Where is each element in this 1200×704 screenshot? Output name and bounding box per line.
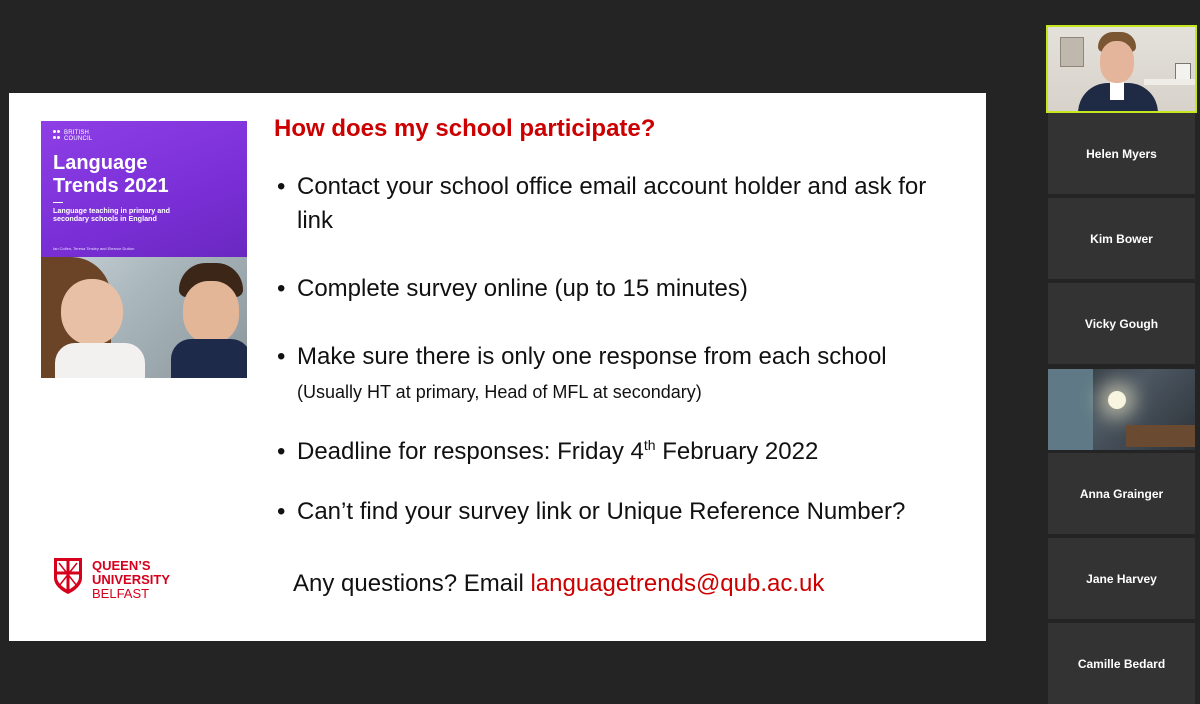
bullet-cant-find-link xyxy=(277,495,957,529)
cover-divider xyxy=(53,202,63,203)
participant-name: Anna Grainger xyxy=(1079,486,1164,501)
bullet-text: Deadline for responses: Friday 4 xyxy=(297,438,644,465)
shared-slide xyxy=(9,93,986,641)
participant-name: Vicky Gough xyxy=(1084,316,1159,331)
bullet-text: Can’t find your survey link or Unique Reference Number? xyxy=(297,498,906,525)
speaker-face xyxy=(1100,41,1134,83)
logo-line-3: BELFAST xyxy=(92,586,150,601)
questions-text: Any questions? Email xyxy=(293,570,531,597)
brand-line-1: BRITISH xyxy=(64,130,90,136)
qub-shield-icon xyxy=(52,556,84,596)
bullet-text-end: February 2022 xyxy=(655,438,819,465)
cover-title xyxy=(53,152,243,198)
logo-line-1: QUEEN’S xyxy=(92,558,151,573)
bullet-text: Complete survey online (up to 15 minutes) xyxy=(297,275,748,302)
bullet-contact-office xyxy=(277,170,957,238)
participant-name: Jane Harvey xyxy=(1086,571,1157,586)
british-council-logo xyxy=(53,130,92,142)
cover-authors: Ian Collen, Teresa Tinsley and Eleanor Dutton xyxy=(53,246,135,251)
boy-face xyxy=(183,281,239,343)
report-cover-image xyxy=(41,121,247,378)
cover-purple-panel xyxy=(41,121,247,257)
bullet-text: Make sure there is only one response from each school xyxy=(297,343,887,370)
questions-line xyxy=(293,570,824,598)
participant-name: Kim Bower xyxy=(1090,231,1153,246)
girl-shirt xyxy=(55,343,145,378)
bullet-complete-survey xyxy=(277,272,957,306)
participant-tile-vicky-gough[interactable] xyxy=(1048,283,1195,364)
cover-title-line-2: Trends 2021 xyxy=(53,175,169,197)
bullet-text: Contact your school office email account holder and ask for link xyxy=(297,173,927,234)
bullet-note: (Usually HT at primary, Head of MFL at secondary) xyxy=(297,382,702,402)
qub-wordmark xyxy=(92,559,170,601)
ceiling-light xyxy=(1108,391,1126,409)
queens-university-logo xyxy=(52,556,202,606)
british-council-dots-icon xyxy=(53,130,61,142)
cover-subtitle: Language teaching in primary and secondary schools in England xyxy=(53,206,171,224)
wall-picture xyxy=(1060,37,1084,67)
slide-title: How does my school participate? xyxy=(274,115,656,142)
bookshelf xyxy=(1126,425,1195,447)
cover-title-line-1: Language xyxy=(53,152,148,174)
participant-tile-anna-grainger[interactable] xyxy=(1048,453,1195,534)
speaker-video-tile[interactable] xyxy=(1046,25,1197,113)
girl-face xyxy=(61,279,123,345)
contact-email-link: languagetrends@qub.ac.uk xyxy=(530,570,825,597)
shelf xyxy=(1144,79,1195,85)
bullet-list xyxy=(277,170,957,529)
participant-tile-helen-myers[interactable] xyxy=(1048,113,1195,194)
bullet-one-response xyxy=(277,340,957,409)
participant-name: Helen Myers xyxy=(1086,146,1157,161)
brand-line-2: COUNCIL xyxy=(64,136,93,142)
speaker-collar xyxy=(1110,82,1124,100)
participant-tile-jane-harvey[interactable] xyxy=(1048,538,1195,619)
participant-tile-kim-bower[interactable] xyxy=(1048,198,1195,279)
participant-video-tile[interactable] xyxy=(1048,369,1195,450)
room-wall xyxy=(1048,369,1093,450)
participant-name: Camille Bedard xyxy=(1077,656,1166,671)
boy-jumper xyxy=(171,339,247,378)
cover-photo-children xyxy=(41,257,247,378)
bullet-deadline xyxy=(277,435,957,469)
participants-strip xyxy=(1046,25,1197,692)
ordinal-suffix: th xyxy=(643,437,656,453)
logo-line-2: UNIVERSITY xyxy=(92,572,171,587)
